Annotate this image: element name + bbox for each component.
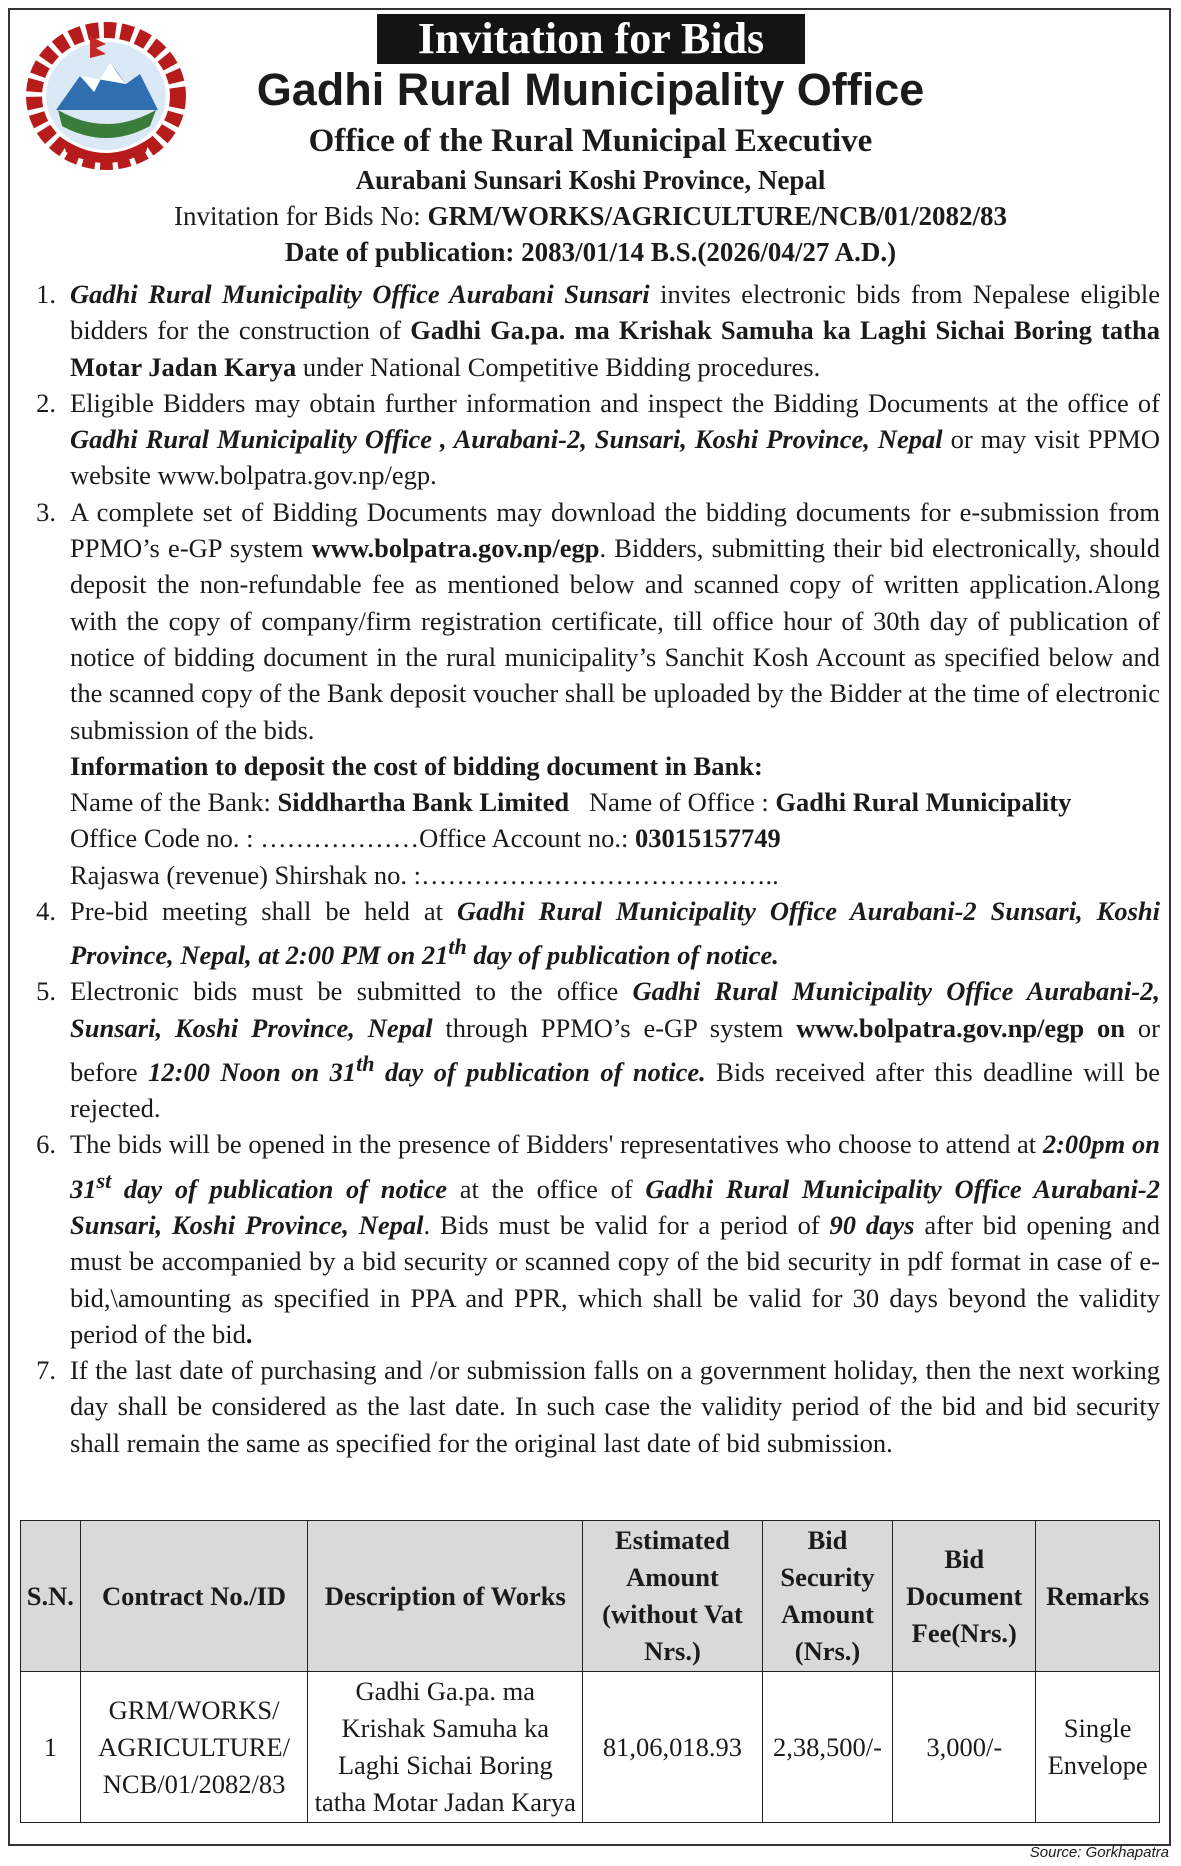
publication-date: Date of publication: 2083/01/14 B.S.(2026/04/27 A.D.) xyxy=(284,237,897,267)
list-item xyxy=(16,385,1160,494)
header-sn: S.N. xyxy=(21,1521,81,1672)
header-contract: Contract No./ID xyxy=(80,1521,308,1672)
ordinal-suffix: th xyxy=(356,1051,375,1077)
item-text-emphasis: 12:00 Noon on 31 xyxy=(148,1056,357,1087)
cell-remarks: Single Envelope xyxy=(1036,1672,1160,1823)
header-description: Description of Works xyxy=(308,1521,583,1672)
item-text-emphasis: 2:00pm on 31 xyxy=(70,1129,1160,1204)
table-row xyxy=(21,1672,1160,1823)
cell-document-fee: 3,000/- xyxy=(893,1672,1036,1823)
bank-name: Siddhartha Bank Limited xyxy=(277,787,570,818)
item-text: or may visit PPMO website www.bolpatra.gov.np/egp. xyxy=(70,424,1160,491)
address: Aurabani Sunsari Koshi Province, Nepal xyxy=(355,165,826,195)
bids-table xyxy=(20,1520,1160,1823)
item-text-emphasis: Gadhi Rural Municipality Office , Aurabani-2, Sunsari, Koshi Province, Nepal xyxy=(70,424,943,455)
item-text-emphasis: Gadhi Rural Municipality Office Aurabani-2 Sunsari, Koshi Province, Nepal, at 2:00 PM on 21 xyxy=(70,896,1161,971)
cell-bid-security: 2,38,500/- xyxy=(762,1672,892,1823)
item-text-emphasis: 90 days xyxy=(829,1209,915,1240)
account-number: 03015157749 xyxy=(635,823,781,854)
ifb-number-line xyxy=(0,198,1181,234)
bank-info xyxy=(16,748,1160,893)
source-credit: Source: Gorkhapatra xyxy=(1029,1844,1169,1861)
list-item xyxy=(16,276,1160,385)
item-text-emphasis: Gadhi Rural Municipality Office Aurabani Sunsari xyxy=(70,279,650,309)
item-text: under National Competitive Bidding procedures. xyxy=(296,351,821,382)
item-text: Pre-bid meeting shall be held at xyxy=(70,896,457,927)
invitation-banner: Invitation for Bids xyxy=(377,14,805,64)
ifb-label: Invitation for Bids No: xyxy=(173,201,428,231)
list-item xyxy=(16,1126,1160,1352)
item-text-emphasis: day of publication of notice xyxy=(111,1173,448,1204)
notice-body xyxy=(16,276,1160,1461)
cell-description: Gadhi Ga.pa. ma Krishak Samuha ka Laghi Sichai Boring tatha Motar Jadan Karya xyxy=(308,1672,583,1823)
item-text: Electronic bids must be submitted to the office xyxy=(70,976,633,1007)
item-text: or before xyxy=(70,1012,1160,1087)
item-text-emphasis: Gadhi Rural Municipality Office Aurabani-2, Sunsari, Koshi Province, Nepal xyxy=(70,976,1160,1043)
office-name: Gadhi Rural Municipality xyxy=(775,787,1072,818)
item-number: 1. xyxy=(36,279,56,309)
table-header-row xyxy=(21,1521,1160,1672)
item-number: 2. xyxy=(36,387,56,418)
ordinal-suffix: th xyxy=(448,934,467,960)
header-estimated-amount: Estimated Amount (without Vat Nrs.) xyxy=(583,1521,763,1672)
office-code-label: Office Code no. : ……………… xyxy=(70,823,420,854)
sub-office-title: Office of the Rural Municipal Executive xyxy=(308,123,873,159)
item-text: invites electronic bids from Nepalese eligible bidders for the construction of xyxy=(70,279,1160,346)
cell-sn: 1 xyxy=(21,1672,81,1823)
account-label: Office Account no.: xyxy=(419,823,635,854)
ifb-number: GRM/WORKS/AGRICULTURE/NCB/01/2082/83 xyxy=(427,201,1008,231)
item-text: after bid opening and must be accompanied by a bid security or scanned copy of the bid security in pdf format in case of e-bid,\amounting as specified in PPA and PPR, which shall be valid for 30 days beyond the validity period of the bid xyxy=(70,1209,1160,1349)
bank-label: Name of the Bank: xyxy=(70,787,278,818)
header-bid-security: Bid Security Amount (Nrs.) xyxy=(762,1521,892,1672)
item-text: at the office of xyxy=(447,1173,646,1204)
item-number: 6. xyxy=(36,1129,56,1160)
item-text: If the last date of purchasing and /or submission falls on a government holiday, then the next working day shall be considered as the last date. In such case the validity period of the bid and bid security shall remain the same as specified for the original last date of bid submission. xyxy=(70,1355,1160,1458)
header-remarks: Remarks xyxy=(1036,1521,1160,1672)
list-item xyxy=(16,1352,1160,1461)
header-document-fee: Bid Document Fee(Nrs.) xyxy=(893,1521,1036,1672)
item-text: A complete set of Bidding Documents may download the bidding documents for e-submission from PPMO’s e-GP system xyxy=(70,496,1160,564)
item-text-emphasis: Gadhi Rural Municipality Office Aurabani-2 Sunsari, Koshi Province, Nepal xyxy=(70,1173,1160,1240)
cell-estimated-amount: 81,06,018.93 xyxy=(583,1672,763,1823)
item-text: . Bids must be valid for a period of xyxy=(423,1209,830,1240)
office-title: Gadhi Rural Municipality Office xyxy=(256,64,925,115)
cell-contract: GRM/WORKS/ AGRICULTURE/ NCB/01/2082/83 xyxy=(80,1672,308,1823)
list-item xyxy=(16,893,1160,973)
office-label: Name of Office : xyxy=(589,787,776,818)
item-text-emphasis: day of publication of notice. xyxy=(374,1056,706,1087)
item-text: The bids will be opened in the presence of Bidders' representatives who choose to attend at xyxy=(70,1129,1043,1160)
item-text: Eligible Bidders may obtain further information and inspect the Bidding Documents at the office of xyxy=(70,387,1160,418)
rajaswa-line: Rajaswa (revenue) Shirshak no. :………………………………….. xyxy=(70,859,779,890)
item-number: 5. xyxy=(36,976,56,1007)
item-text-bold: www.bolpatra.gov.np/egp on xyxy=(796,1012,1126,1043)
item-text: Bids received after this deadline will be rejected. xyxy=(70,1056,1160,1124)
ordinal-suffix: st xyxy=(96,1167,112,1193)
item-text-bold: Gadhi Ga.pa. ma Krishak Samuha ka Laghi Sichai Boring tatha Motar Jadan Karya xyxy=(70,315,1160,382)
bank-info-heading: Information to deposit the cost of bidding document in Bank: xyxy=(70,750,763,781)
item-text: through PPMO’s e-GP system xyxy=(432,1012,797,1043)
item-text-emphasis: day of publication of notice. xyxy=(466,940,779,971)
item-number: 7. xyxy=(36,1355,56,1386)
item-text-bold: www.bolpatra.gov.np/egp xyxy=(311,533,600,564)
list-item xyxy=(16,494,1160,748)
item-number: 3. xyxy=(36,496,56,527)
list-item xyxy=(16,973,1160,1126)
item-text-bold: . xyxy=(245,1318,253,1349)
item-number: 4. xyxy=(36,896,56,927)
item-text: . Bidders, submitting their bid electronically, should deposit the non-refundable fee as mentioned below and scanned copy of written application.Along with the copy of company/firm registration certificate, till office hour of 30th day of publication of notice of bidding document in the rural municipality’s Sanchit Kosh Account as specified below and the scanned copy of the Bank deposit voucher shall be uploaded by the Bidder at the time of electronic submission of the bids. xyxy=(70,533,1160,745)
